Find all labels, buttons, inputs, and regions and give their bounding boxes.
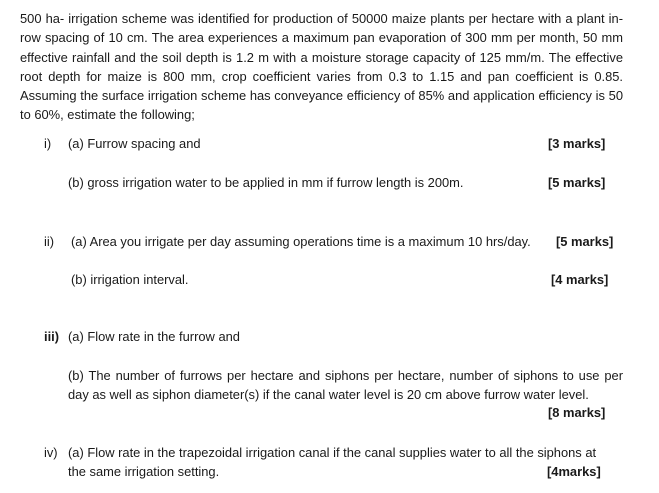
question-iv-part-a-line2: the same irrigation setting.: [68, 464, 220, 479]
question-i-numeral: i): [44, 136, 52, 151]
question-iii-part-b-marks: [8 marks]: [548, 405, 606, 420]
question-ii-part-a-marks: [5 marks]: [556, 234, 614, 249]
question-ii-part-a: (a) Area you irrigate per day assuming operations time is a maximum 10 hrs/day.: [71, 234, 531, 249]
question-ii-part-b: (b) irrigation interval.: [71, 272, 189, 287]
question-ii-part-b-marks: [4 marks]: [551, 272, 609, 287]
question-i-part-a: (a) Furrow spacing and: [68, 136, 201, 151]
question-intro: 500 ha- irrigation scheme was identified for production of 50000 maize plants per hectare with a plant in-row spacing of 10 cm. The area experiences a maximum pan evaporation of 300 mm per month, 50 mm effective rainfall and the soil depth is 1.2 m with a moisture storage capacity of 125 mm/m. The effective root depth for maize is 800 mm, crop coefficient varies from 0.3 to 1.15 and pan coefficient is 0.85. Assuming the surface irrigation scheme has conveyance efficiency of 85% and application efficiency is 50 to 60%, estimate the following;: [20, 11, 623, 123]
question-iii-part-a: (a) Flow rate in the furrow and: [68, 329, 240, 344]
question-i-part-b: (b) gross irrigation water to be applied in mm if furrow length is 200m.: [68, 175, 464, 190]
question-iv-part-a-line1: (a) Flow rate in the trapezoidal irrigation canal if the canal supplies water to all the siphons at: [68, 445, 597, 460]
question-i-part-b-marks: [5 marks]: [548, 175, 606, 190]
question-iv-part-a-marks: [4marks]: [547, 464, 601, 479]
question-ii-numeral: ii): [44, 234, 55, 249]
question-iv-numeral: iv): [44, 445, 58, 460]
question-iii-part-b: (b) The number of furrows per hectare and siphons per hectare, number of siphons to use per day as well as siphon diameter(s) if the canal water level is 20 cm above furrow water level.: [68, 368, 623, 403]
question-iii-numeral: iii): [44, 329, 60, 344]
question-i-part-a-marks: [3 marks]: [548, 136, 606, 151]
